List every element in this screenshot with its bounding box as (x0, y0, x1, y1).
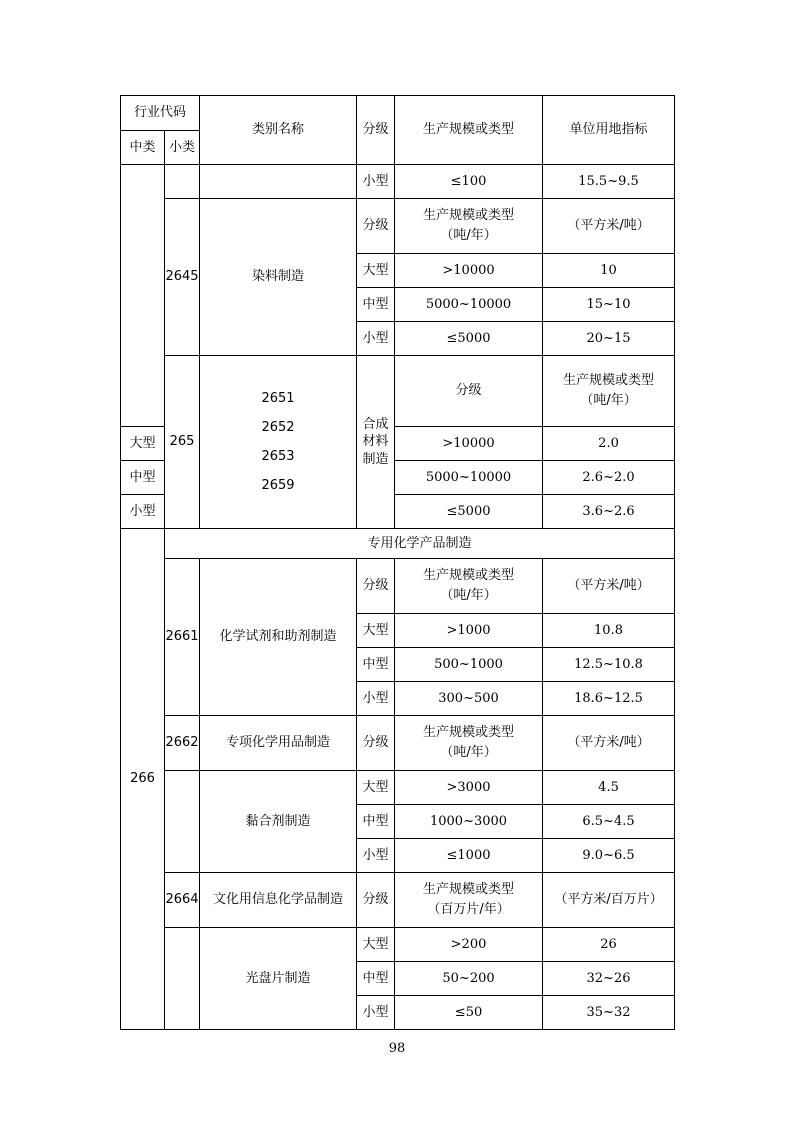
grade-cell: 中型 (357, 648, 395, 682)
scale-label: 生产规模或类型 （吨/年） (395, 716, 543, 771)
scale-cell: ≤5000 (395, 322, 543, 356)
category-name-synthetic: 合成材料制造 (357, 356, 395, 529)
indicator-cell: 2.0 (543, 427, 675, 461)
indicator-cell: 6.5~4.5 (543, 805, 675, 839)
small-class-codes-265 (200, 356, 357, 529)
scale-cell: ≤100 (395, 165, 543, 199)
indicator-unit: （平方米/吨） (543, 716, 675, 771)
small-class-code-2661: 2661 (165, 559, 200, 716)
group-title-266: 专用化学产品制造 (165, 529, 675, 559)
grade-cell: 大型 (121, 427, 165, 461)
land-use-indicator-table (120, 95, 675, 1030)
indicator-cell: 12.5~10.8 (543, 648, 675, 682)
grade-cell: 中型 (121, 461, 165, 495)
grade-label: 分级 (357, 716, 395, 771)
scale-cell: >10000 (395, 427, 543, 461)
scale-label: 生产规模或类型 （百万片/年） (395, 873, 543, 928)
indicator-unit: （平方米/吨） (543, 199, 675, 254)
scale-cell: ≤5000 (395, 495, 543, 529)
indicator-cell: 2.6~2.0 (543, 461, 675, 495)
category-name-info-chem: 文化用信息化学品制造 (200, 873, 357, 928)
indicator-cell: 9.0~6.5 (543, 839, 675, 873)
small-class-code: 2659 (261, 478, 295, 494)
grade-cell: 大型 (357, 614, 395, 648)
indicator-cell: 4.5 (543, 771, 675, 805)
small-class-cell-empty (165, 771, 200, 873)
scale-cell: 500~1000 (395, 648, 543, 682)
grade-cell: 大型 (357, 771, 395, 805)
indicator-cell: 20~15 (543, 322, 675, 356)
indicator-unit: （平方米/吨） (543, 559, 675, 614)
middle-class-code-265: 265 (165, 356, 200, 529)
indicator-unit: （平方米/百万片） (543, 873, 675, 928)
header-grade: 分级 (357, 96, 395, 165)
grade-label: 分级 (357, 559, 395, 614)
page-number: 98 (388, 1041, 406, 1056)
indicator-cell: 32~26 (543, 962, 675, 996)
scale-cell: ≤1000 (395, 839, 543, 873)
scale-cell: 1000~3000 (395, 805, 543, 839)
small-class-code: 2651 (261, 391, 295, 407)
middle-class-cell-continued (121, 165, 165, 427)
scale-cell: 300~500 (395, 682, 543, 716)
scale-cell: >1000 (395, 614, 543, 648)
category-name-disc: 光盘片制造 (200, 928, 357, 1030)
header-category-name: 类别名称 (200, 96, 357, 165)
indicator-cell: 15.5~9.5 (543, 165, 675, 199)
small-class-code-2645: 2645 (165, 199, 200, 356)
header-industry-code: 行业代码 (121, 96, 200, 131)
grade-label: 分级 (357, 199, 395, 254)
scale-cell: 5000~10000 (395, 288, 543, 322)
small-class-code-2662: 2662 (165, 716, 200, 771)
small-class-cell-empty (165, 928, 200, 1030)
scale-cell: 50~200 (395, 962, 543, 996)
small-class-code: 2652 (261, 420, 295, 436)
grade-cell: 中型 (357, 288, 395, 322)
grade-cell: 大型 (357, 254, 395, 288)
small-class-code-2664: 2664 (165, 873, 200, 928)
grade-label: 分级 (395, 356, 543, 427)
grade-cell: 中型 (357, 805, 395, 839)
category-cell-continued (200, 165, 357, 199)
scale-cell: ≤50 (395, 996, 543, 1030)
header-scale: 生产规模或类型 (395, 96, 543, 165)
scale-cell: >10000 (395, 254, 543, 288)
indicator-cell: 10.8 (543, 614, 675, 648)
scale-cell: >200 (395, 928, 543, 962)
grade-cell: 小型 (121, 495, 165, 529)
category-name-dye: 染料制造 (200, 199, 357, 356)
indicator-cell: 15~10 (543, 288, 675, 322)
grade-cell: 大型 (357, 928, 395, 962)
grade-cell: 小型 (357, 165, 395, 199)
scale-label: 生产规模或类型 （吨/年） (395, 199, 543, 254)
grade-cell: 中型 (357, 962, 395, 996)
scale-cell: >3000 (395, 771, 543, 805)
scale-cell: 5000~10000 (395, 461, 543, 495)
category-name-special: 专项化学用品制造 (200, 716, 357, 771)
grade-cell: 小型 (357, 839, 395, 873)
grade-cell: 小型 (357, 996, 395, 1030)
header-small-class: 小类 (165, 131, 200, 165)
indicator-cell: 10 (543, 254, 675, 288)
grade-cell: 小型 (357, 682, 395, 716)
indicator-cell: 3.6~2.6 (543, 495, 675, 529)
scale-label: 生产规模或类型 （吨/年） (543, 356, 675, 427)
middle-class-code-266: 266 (121, 529, 165, 1030)
scale-label: 生产规模或类型 （吨/年） (395, 559, 543, 614)
indicator-cell: 35~32 (543, 996, 675, 1030)
category-name-adhesive: 黏合剂制造 (200, 771, 357, 873)
grade-cell: 小型 (357, 322, 395, 356)
indicator-cell: 26 (543, 928, 675, 962)
header-middle-class: 中类 (121, 131, 165, 165)
indicator-cell: 18.6~12.5 (543, 682, 675, 716)
category-name-reagent: 化学试剂和助剂制造 (200, 559, 357, 716)
small-class-cell-continued (165, 165, 200, 199)
header-indicator: 单位用地指标 (543, 96, 675, 165)
small-class-code: 2653 (261, 449, 295, 465)
grade-label: 分级 (357, 873, 395, 928)
